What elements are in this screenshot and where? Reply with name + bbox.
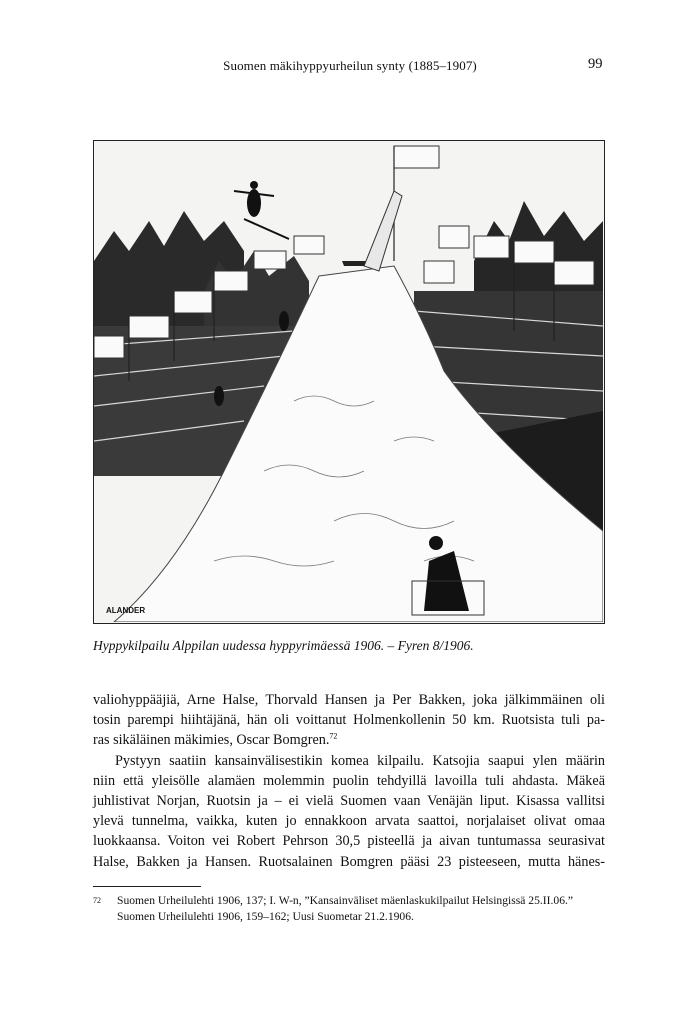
paragraph-line: Halse, Bakken ja Hansen. Ruotsalainen Bomgren pääsi 23 pisteeseen, mutta hänes- [93,853,605,870]
paragraph-line: juhlistivat Norjan, Ruotsin ja – ei vielä Suomen vaan Venäjän liput. Kisassa vallitsi [93,793,605,810]
footnote [93,893,613,924]
paragraph-line: ylevä tunnelma, vaikka, kuten jo ennakkoon arvata saattoi, norjalaiset olivat omaa [93,813,605,830]
footnote-number: 72 [93,896,101,905]
footnote-line: Suomen Urheilulehti 1906, 137; I. W-n, ”Kansainväliset mäenlaskukilpailut Helsingissä 25.II.06.” [117,894,574,907]
ski-jump-illustration [93,140,605,624]
running-header: Suomen mäkihyppyurheilun synty (1885–1907) [223,58,477,73]
paragraph-line: tosin parempi hiihtäjänä, hän oli voittanut Holmenkollenin 50 km. Ruotsista tuli pa- [93,712,605,729]
footnote-line: Suomen Urheilulehti 1906, 159–162; Uusi Suometar 21.2.1906. [117,909,414,923]
body-text [93,690,605,872]
ski-jump-drawing [94,141,603,622]
paragraph-line: niin että yleisölle alamäen molemmin puolin tehdyillä lavoilla tuli ahdasta. Mäkeä [93,772,605,789]
artist-signature: ALANDER [106,606,146,615]
paragraph-line: ras sikäläinen mäkimies, Oscar Bomgren.$^{72}$ [93,731,338,749]
page-number: 99 [588,56,603,72]
footnote-reference[interactable]: 72 [329,731,338,741]
paragraph-line: Pystyyn saatiin kansainvälisestikin komea kilpailu. Katsojia saapui ylen määrin [115,752,605,769]
figure-caption: Hyppykilpailu Alppilan uudessa hyppyrimäessä 1906. – Fyren 8/1906. [93,638,474,653]
footnote-divider [93,886,201,887]
paragraph-line: valiohyppääjiä, Arne Halse, Thorvald Hansen ja Per Bakken, joka jälkimmäinen oli [93,692,605,708]
paragraph-line: luokkaansa. Voiton vei Robert Pehrson 30,5 pisteellä ja aivan tuntumassa seurasivat [93,833,605,850]
